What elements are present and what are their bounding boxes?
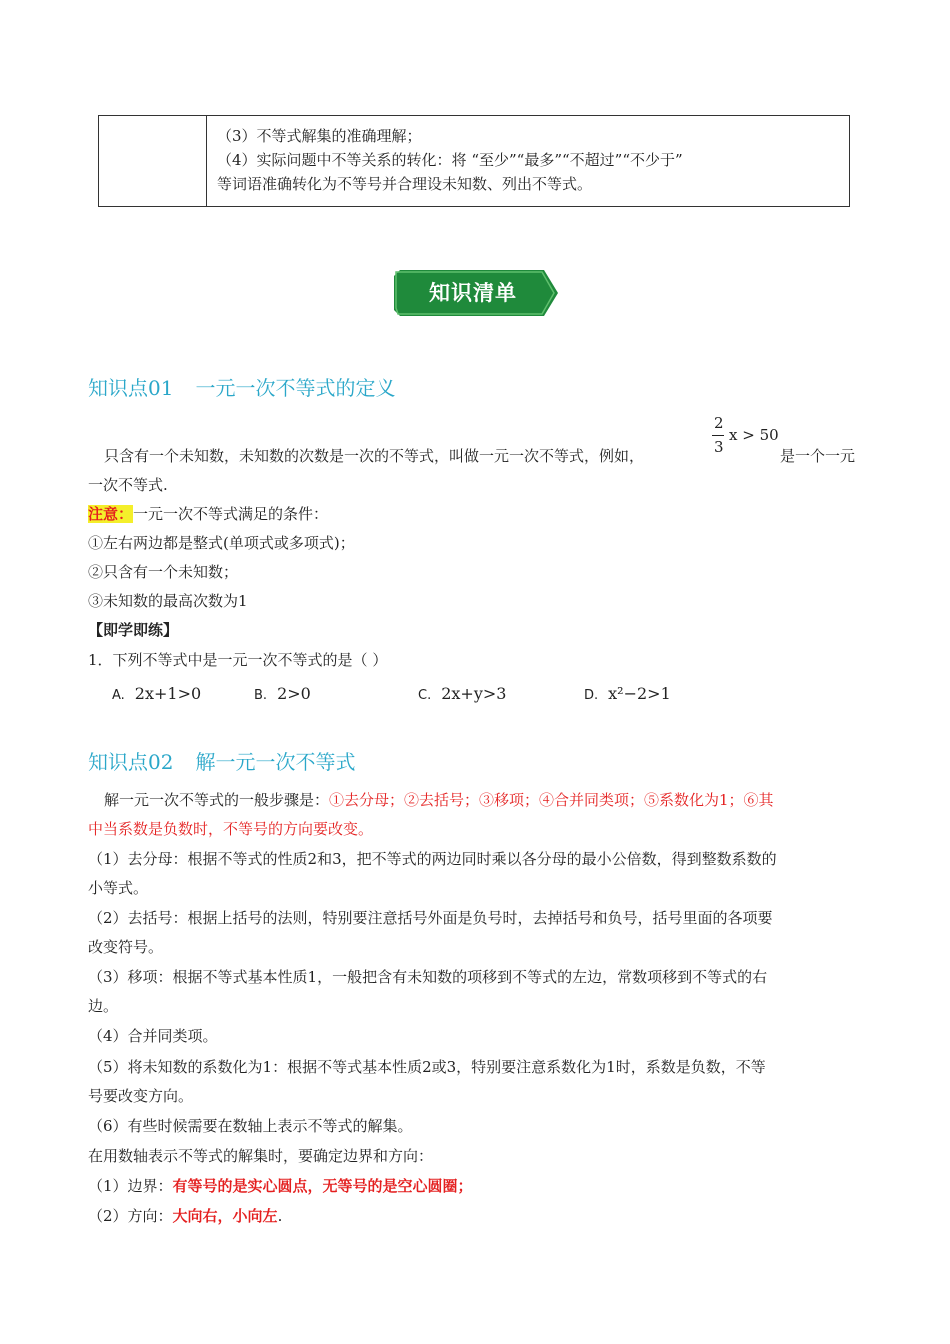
objectives-table	[98, 115, 850, 207]
option-a-label: A.	[112, 688, 125, 703]
direction-label: （2）方向：	[88, 1207, 173, 1225]
step-5-line1: （5）将未知数的系数化为1：根据不等式基本性质2或3，特别要注意系数化为1时，系数是负数，不等	[88, 1058, 766, 1076]
note-label: 注意：	[88, 505, 134, 523]
direction-rule	[88, 1205, 282, 1226]
step-2-line2: 改变符号。	[88, 938, 164, 956]
number-line-intro: 在用数轴表示不等式的解集时，要确定边界和方向：	[88, 1147, 434, 1165]
fraction-denominator: 3	[714, 438, 724, 456]
option-d	[584, 684, 671, 703]
fraction-rest: x > 50	[729, 426, 779, 444]
table-row-4: （4）实际问题中不等关系的转化：将 “至少”“最多”“不超过”“不少于”	[217, 151, 683, 169]
kp1-definition-line1: 只含有一个未知数，未知数的次数是一次的不等式，叫做一元一次不等式，例如，	[104, 447, 645, 465]
step-1-line2: 小等式。	[88, 879, 149, 897]
step-4: （4）合并同类项。	[88, 1027, 218, 1045]
table-divider	[206, 116, 207, 206]
option-b-expr: 2>0	[277, 684, 311, 703]
option-b	[254, 684, 311, 703]
condition-2: ②只含有一个未知数；	[88, 563, 239, 581]
condition-1: ①左右两边都是整式(单项式或多项式)；	[88, 534, 355, 552]
table-content-cell	[217, 124, 837, 196]
practice-label: 【即学即练】	[88, 621, 179, 639]
step-3-line2: 边。	[88, 997, 119, 1015]
kp2-number: 知识点02	[88, 750, 174, 774]
step-3-line1: （3）移项：根据不等式基本性质1，一般把含有未知数的项移到不等式的左边，常数项移到不等式的右	[88, 968, 768, 986]
option-b-label: B.	[254, 688, 268, 703]
boundary-text: 有等号的是实心圆点，无等号的是空心圆圈；	[172, 1177, 473, 1195]
kp2-intro-line2: 中当系数是负数时，不等号的方向要改变。	[88, 820, 374, 838]
fraction-bar	[712, 435, 724, 436]
kp1-title: 一元一次不等式的定义	[195, 376, 396, 400]
direction-end: .	[277, 1207, 283, 1225]
step-2-line1: （2）去括号：根据上括号的法则，特别要注意括号外面是负号时，去掉括号和负号，括号里面的各项要	[88, 909, 773, 927]
kp1-definition-tail: 是一个一元	[780, 447, 856, 465]
option-c	[418, 684, 506, 703]
option-a-expr: 2x+1>0	[134, 684, 202, 703]
kp2-steps-red: ①去分母；②去括号；③移项；④合并同类项；⑤系数化为1；⑥其	[329, 791, 774, 809]
kp1-number: 知识点01	[88, 376, 174, 400]
table-row-4-cont: 等词语准确转化为不等号并合理设未知数、列出不等式。	[217, 175, 593, 193]
option-d-expr: x²−2>1	[608, 684, 671, 703]
note-line	[88, 503, 328, 524]
section-banner	[394, 270, 558, 316]
boundary-label: （1）边界：	[88, 1177, 173, 1195]
condition-3: ③未知数的最高次数为1	[88, 592, 248, 610]
kp2-title: 解一元一次不等式	[195, 750, 356, 774]
table-row-3: （3）不等式解集的准确理解；	[217, 127, 422, 145]
direction-text: 大向右，小向左	[172, 1207, 278, 1225]
option-c-label: C.	[418, 688, 432, 703]
kp2-intro-line1	[104, 789, 774, 810]
step-1-line1: （1）去分母：根据不等式的性质2和3，把不等式的两边同时乘以各分母的最小公倍数，得到整数系数的	[88, 850, 777, 868]
note-text: 一元一次不等式满足的条件：	[133, 505, 329, 523]
option-c-expr: 2x+y>3	[441, 684, 507, 703]
kp2-heading	[88, 746, 355, 775]
kp1-definition-line2: 一次不等式.	[88, 476, 168, 494]
option-a	[112, 684, 201, 703]
kp1-heading	[88, 372, 395, 401]
boundary-rule	[88, 1175, 473, 1196]
step-6: （6）有些时候需要在数轴上表示不等式的解集。	[88, 1117, 413, 1135]
step-5-line2: 号要改变方向。	[88, 1087, 194, 1105]
question-1: 1．下列不等式中是一元一次不等式的是（ ）	[88, 651, 388, 669]
option-d-label: D.	[584, 688, 599, 703]
banner-title: 知识清单	[429, 281, 517, 305]
kp2-intro-text: 解一元一次不等式的一般步骤是：	[104, 791, 330, 809]
fraction-numerator: 2	[714, 414, 724, 432]
